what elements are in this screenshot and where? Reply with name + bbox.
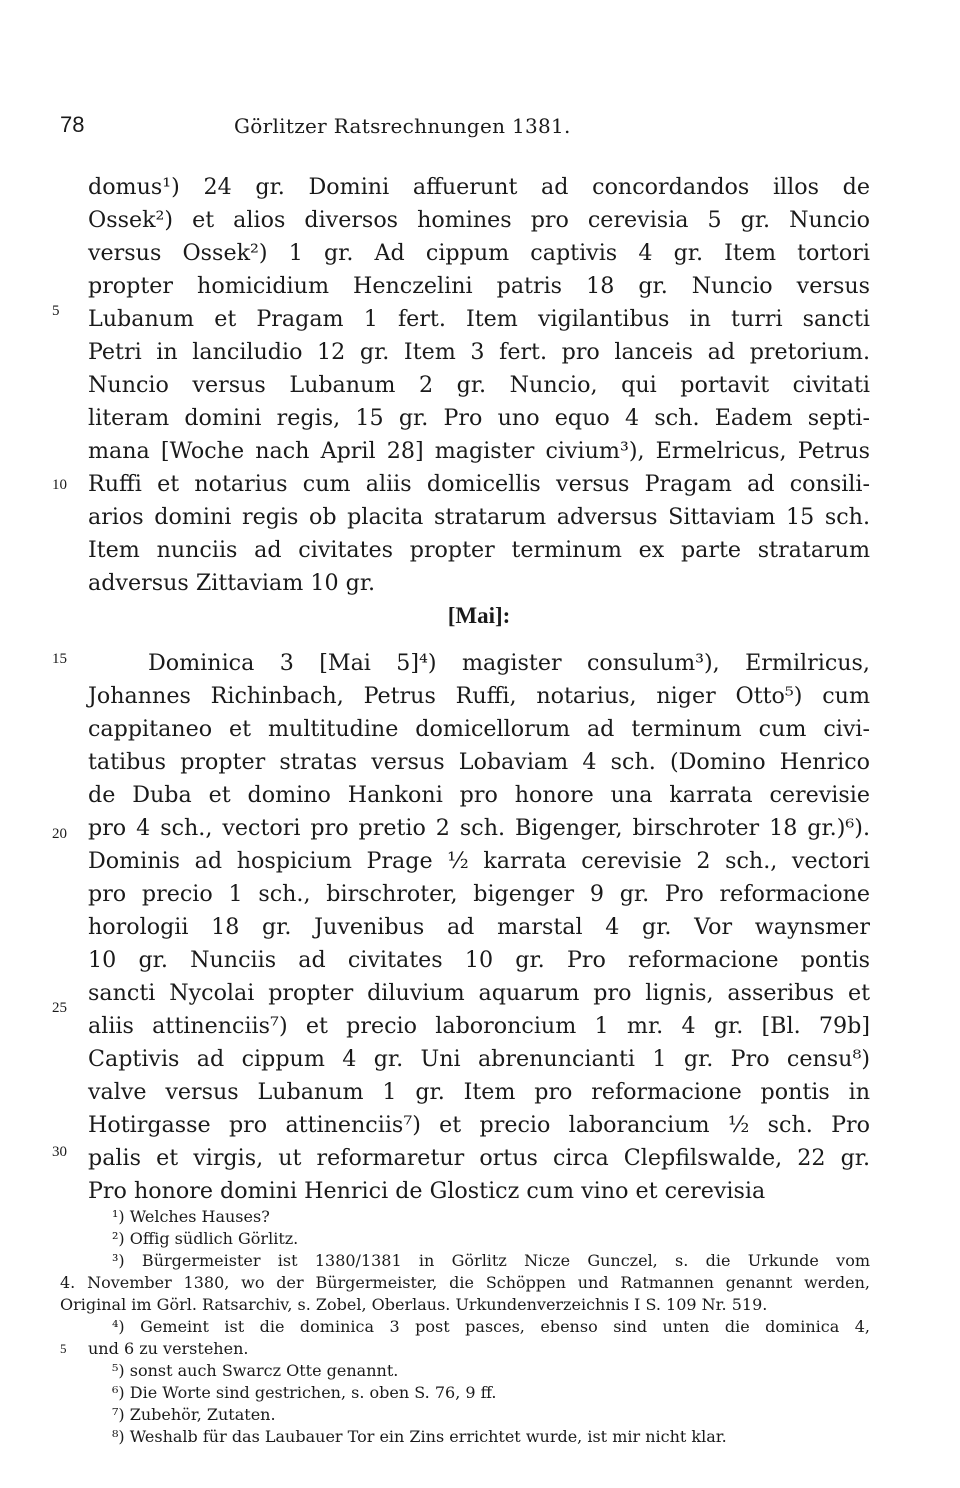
text-line: Petri in lanciludio 12 gr. Item 3 fert. pro lanceis ad pretorium. — [88, 339, 870, 365]
text-line: sancti Nycolai propter diluvium aquarum pro lignis, asseribus et — [88, 980, 870, 1006]
footnote-continuation: und 6 zu verstehen. — [88, 1339, 249, 1358]
line-number: 10 — [52, 477, 67, 493]
text-line: adversus Zittaviam 10 gr. — [88, 570, 376, 596]
text-line: Dominica 3 [Mai 5]⁴) magister consulum³), Ermilricus, — [148, 650, 870, 676]
text-line: Ossek²) et alios diversos homines pro cerevisia 5 gr. Nuncio — [88, 207, 870, 233]
text-line: 10 gr. Nunciis ad civitates 10 gr. Pro reformacione pontis — [88, 947, 870, 973]
text-line: Hotirgasse pro attinenciis⁷) et precio laborancium ½ sch. Pro — [88, 1112, 870, 1138]
line-number: 20 — [52, 826, 67, 842]
text-line: Dominis ad hospicium Prage ½ karrata cerevisie 2 sch., vectori — [88, 848, 870, 874]
line-number: 5 — [52, 303, 60, 319]
text-line: Ruffi et notarius cum aliis domicellis versus Pragam ad consili- — [88, 471, 870, 497]
footnote: ⁴) Gemeint ist die dominica 3 post pasces, ebenso sind unten die dominica 4, — [112, 1317, 870, 1336]
text-line: Pro honore domini Henrici de Glosticz cum vino et cerevisia — [88, 1178, 766, 1204]
text-line: Johannes Richinbach, Petrus Ruffi, notarius, niger Otto⁵) cum — [88, 683, 870, 709]
text-line: Item nunciis ad civitates propter terminum ex parte stratarum — [88, 537, 870, 563]
text-line: Captivis ad cippum 4 gr. Uni abrenuncianti 1 gr. Pro censu⁸) — [88, 1046, 870, 1072]
footnote: ⁸) Weshalb für das Laubauer Tor ein Zins errichtet wurde, ist mir nicht klar. — [112, 1427, 727, 1446]
footnote-continuation: 4. November 1380, wo der Bürgermeister, die Schöppen und Ratmannen genannt werden, — [60, 1273, 870, 1292]
footnote: ⁵) sonst auch Swarcz Otte genannt. — [112, 1361, 399, 1380]
text-line: horologii 18 gr. Juvenibus ad marstal 4 gr. Vor waynsmer — [88, 914, 870, 940]
footnote: ⁶) Die Worte sind gestrichen, s. oben S. 76, 9 ff. — [112, 1383, 497, 1402]
page-header — [60, 112, 880, 146]
footnote-line-number: 5 — [60, 1341, 67, 1356]
text-line: Nuncio versus Lubanum 2 gr. Nuncio, qui portavit civitati — [88, 372, 870, 398]
text-line: palis et virgis, ut reformaretur ortus circa Clepfilswalde, 22 gr. — [88, 1145, 870, 1171]
text-line: de Duba et domino Hankoni pro honore una karrata cerevisie — [88, 782, 870, 808]
page-number: 78 — [60, 112, 85, 137]
text-line: domus¹) 24 gr. Domini affuerunt ad concordandos illos de — [88, 174, 870, 200]
footnote: ³) Bürgermeister ist 1380/1381 in Görlitz Nicze Gunczel, s. die Urkunde vom — [112, 1251, 870, 1270]
text-line: Lubanum et Pragam 1 fert. Item vigilantibus in turri sancti — [88, 306, 870, 332]
text-line: pro 4 sch., vectori pro pretio 2 sch. Bigenger, birschroter 18 gr.)⁶). — [88, 815, 870, 841]
footnote: ¹) Welches Hauses? — [112, 1207, 270, 1226]
running-title: Görlitzer Ratsrechnungen 1381. — [234, 114, 571, 138]
line-number: 15 — [52, 651, 67, 667]
line-number: 30 — [52, 1144, 67, 1160]
text-line: literam domini regis, 15 gr. Pro uno equo 4 sch. Eadem septi- — [88, 405, 870, 431]
text-line: mana [Woche nach April 28] magister civium³), Ermelricus, Petrus — [88, 438, 870, 464]
text-line: valve versus Lubanum 1 gr. Item pro reformacione pontis in — [88, 1079, 870, 1105]
text-line: aliis attinenciis⁷) et precio laboroncium 1 mr. 4 gr. [Bl. 79b] — [88, 1013, 870, 1039]
text-line: pro precio 1 sch., birschroter, bigenger 9 gr. Pro reformacione — [88, 881, 870, 907]
text-line: propter homicidium Henczelini patris 18 gr. Nuncio versus — [88, 273, 870, 299]
footnote-continuation: Original im Görl. Ratsarchiv, s. Zobel, Oberlaus. Urkundenverzeichnis I S. 109 Nr. 519. — [60, 1295, 768, 1314]
section-heading: [Mai]: — [447, 603, 511, 628]
footnote: ⁷) Zubehör, Zutaten. — [112, 1405, 276, 1424]
text-line: arios domini regis ob placita stratarum adversus Sittaviam 15 sch. — [88, 504, 870, 530]
footnote: ²) Offig südlich Görlitz. — [112, 1229, 299, 1248]
text-line: tatibus propter stratas versus Lobaviam 4 sch. (Domino Henrico — [88, 749, 870, 775]
line-number: 25 — [52, 1000, 67, 1016]
text-line: versus Ossek²) 1 gr. Ad cippum captivis 4 gr. Item tortori — [88, 240, 870, 266]
text-line: cappitaneo et multitudine domicellorum ad terminum cum civi- — [88, 716, 870, 742]
